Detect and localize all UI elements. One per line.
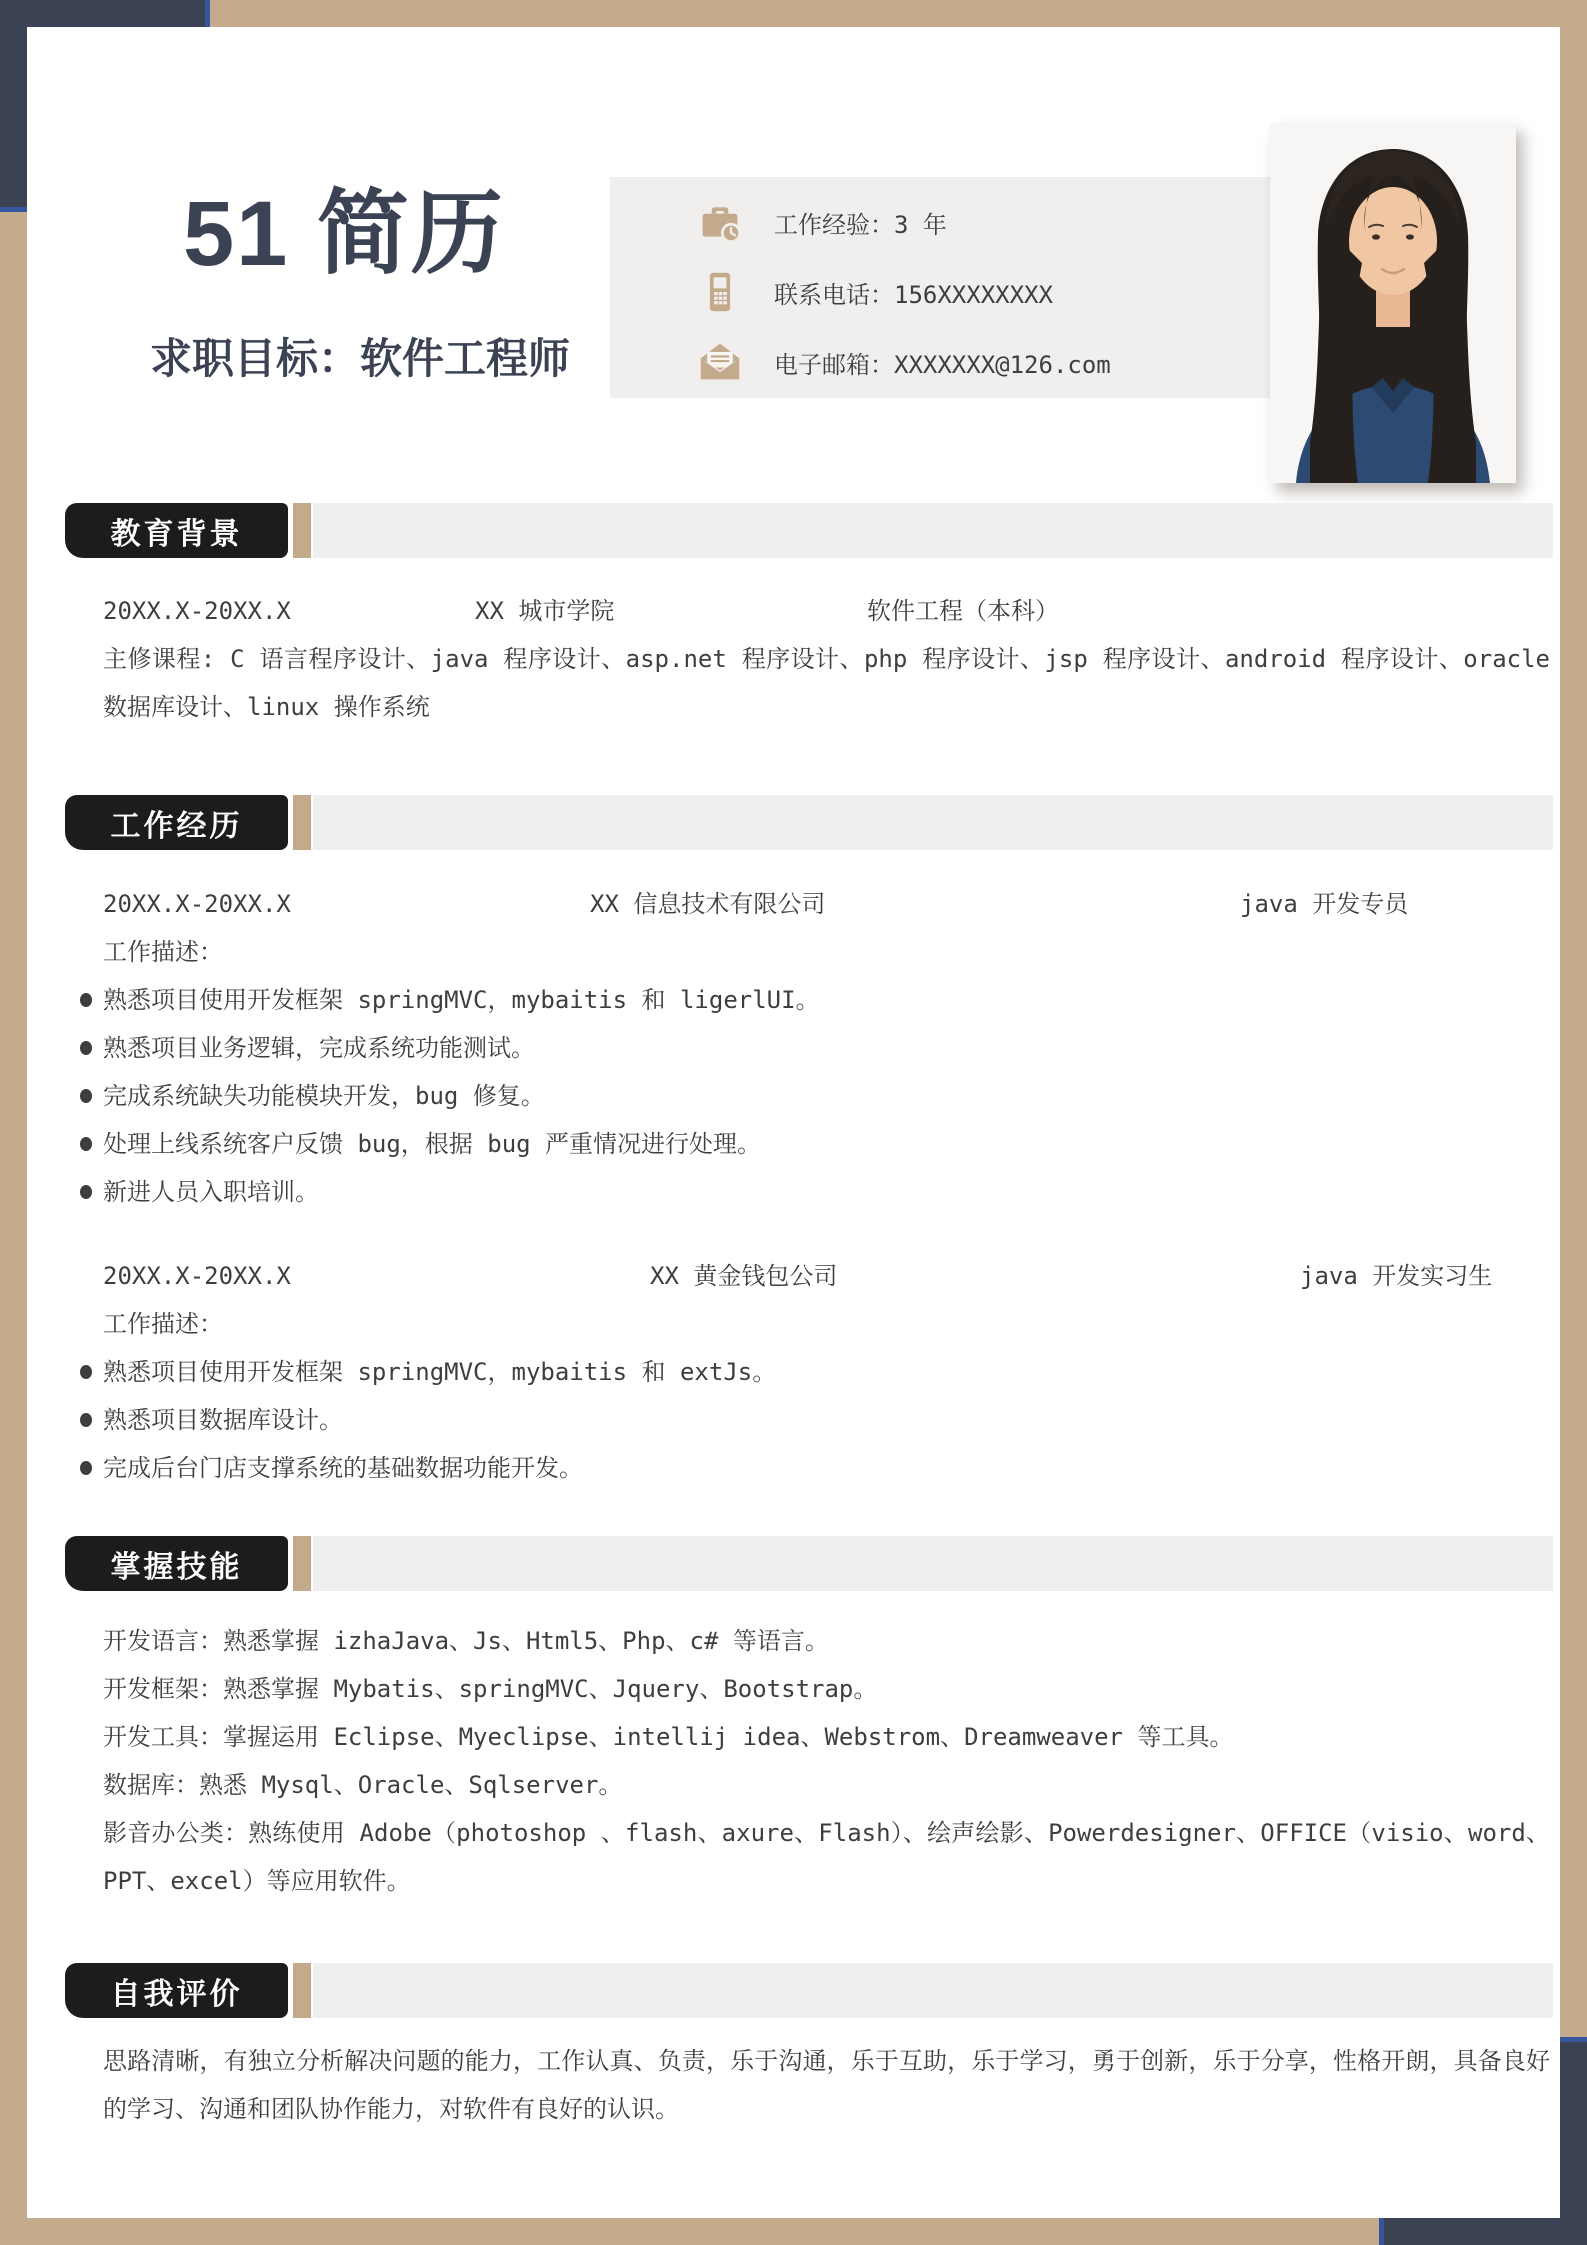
bullet-item bbox=[103, 1396, 1550, 1444]
job-desc-label: 工作描述： bbox=[103, 938, 223, 966]
work-content bbox=[103, 880, 1550, 1492]
bullet-text: 熟悉项目使用开发框架 springMVC，mybaitis 和 extJs。 bbox=[103, 1358, 777, 1386]
job-row bbox=[103, 1252, 1550, 1300]
bullet-item bbox=[103, 1024, 1550, 1072]
section-badge-evaluation: 自我评价 bbox=[65, 1963, 288, 2018]
evaluation-content bbox=[103, 2037, 1550, 2133]
job-period: 20XX.X-20XX.X bbox=[103, 890, 291, 918]
corner-accent-top-left-horizontal-cap bbox=[205, 0, 210, 27]
section-underline-bar bbox=[313, 1963, 1553, 2018]
education-content bbox=[103, 587, 1550, 731]
bullet-dot bbox=[80, 1413, 92, 1427]
section-accent-bar bbox=[293, 503, 311, 558]
bullet-text: 处理上线系统客户反馈 bug，根据 bug 严重情况进行处理。 bbox=[103, 1130, 762, 1158]
portrait-illustration bbox=[1270, 123, 1516, 483]
section-badge-skills: 掌握技能 bbox=[65, 1536, 288, 1591]
bullet-text: 完成后台门店支撑系统的基础数据功能开发。 bbox=[103, 1454, 583, 1482]
experience-text: 工作经验：3 年 bbox=[774, 210, 947, 239]
job-row bbox=[103, 880, 1550, 928]
education-period: 20XX.X-20XX.X bbox=[103, 597, 291, 625]
email-icon bbox=[698, 340, 742, 384]
job-title: java 开发实习生 bbox=[1300, 1262, 1493, 1290]
job-company: XX 黄金钱包公司 bbox=[650, 1262, 838, 1290]
bullet-dot bbox=[80, 1461, 92, 1475]
job-period: 20XX.X-20XX.X bbox=[103, 1262, 291, 1290]
job-block bbox=[103, 1252, 1550, 1492]
evaluation-text: 思路清晰，有独立分析解决问题的能力，工作认真、负责，乐于沟通，乐于互助，乐于学习，勇于创新，乐于分享，性格开朗，具备良好的学习、沟通和团队协作能力，对软件有良好的认识。 bbox=[103, 2047, 1550, 2123]
bullet-item bbox=[103, 1444, 1550, 1492]
bullet-text: 熟悉项目使用开发框架 springMVC，mybaitis 和 ligerlUI。 bbox=[103, 986, 820, 1014]
corner-accent-bottom-right-horizontal-cap bbox=[1379, 2218, 1384, 2245]
bullet-dot bbox=[80, 993, 92, 1007]
bullet-text: 熟悉项目业务逻辑，完成系统功能测试。 bbox=[103, 1034, 535, 1062]
bullet-item bbox=[103, 1348, 1550, 1396]
section-underline-bar bbox=[313, 795, 1553, 850]
skills-line: 开发工具：掌握运用 Eclipse、Myeclipse、intellij idea、Webstrom、Dreamweaver 等工具。 bbox=[103, 1723, 1234, 1751]
skills-line: 数据库：熟悉 Mysql、Oracle、Sqlserver。 bbox=[103, 1771, 623, 1799]
portrait-photo bbox=[1270, 123, 1516, 483]
bullet-text: 完成系统缺失功能模块开发，bug 修复。 bbox=[103, 1082, 545, 1110]
objective-title: 求职目标：软件工程师 bbox=[150, 335, 571, 382]
brand-title: 51 简历 bbox=[183, 183, 505, 285]
corner-accent-top-left-horizontal bbox=[0, 0, 205, 27]
job-company: XX 信息技术有限公司 bbox=[590, 890, 826, 918]
education-school: XX 城市学院 bbox=[475, 597, 615, 625]
section-accent-bar bbox=[293, 1963, 311, 2018]
briefcase-clock-icon bbox=[698, 200, 742, 244]
bullet-dot bbox=[80, 1137, 92, 1151]
section-accent-bar bbox=[293, 1536, 311, 1591]
bullet-dot bbox=[80, 1041, 92, 1055]
bullet-dot bbox=[80, 1365, 92, 1379]
bullet-item bbox=[103, 1120, 1550, 1168]
corner-accent-bottom-right-horizontal bbox=[1384, 2218, 1587, 2245]
skills-line: 开发语言：熟悉掌握 izhaJava、Js、Html5、Php、c# 等语言。 bbox=[103, 1627, 829, 1655]
skills-line: 开发框架：熟悉掌握 Mybatis、springMVC、Jquery、Bootstrap。 bbox=[103, 1675, 878, 1703]
corner-accent-bottom-right-vertical-cap bbox=[1560, 2037, 1587, 2042]
section-badge-education: 教育背景 bbox=[65, 503, 288, 558]
corner-accent-top-left-vertical bbox=[0, 0, 27, 207]
email-text: 电子邮箱：XXXXXXX@126.com bbox=[774, 350, 1111, 379]
bullet-item bbox=[103, 1072, 1550, 1120]
education-row bbox=[103, 587, 1550, 635]
corner-accent-top-left-vertical-cap bbox=[0, 207, 27, 212]
bullet-dot bbox=[80, 1185, 92, 1199]
phone-text: 联系电话：156XXXXXXXX bbox=[774, 280, 1053, 309]
section-head-work bbox=[65, 795, 1553, 850]
job-title: java 开发专员 bbox=[1240, 890, 1409, 918]
job-block bbox=[103, 880, 1550, 1216]
section-accent-bar bbox=[293, 795, 311, 850]
education-major: 软件工程（本科） bbox=[867, 597, 1059, 625]
section-badge-work: 工作经历 bbox=[65, 795, 288, 850]
bullet-text: 熟悉项目数据库设计。 bbox=[103, 1406, 343, 1434]
skills-content bbox=[103, 1617, 1550, 1905]
section-head-education bbox=[65, 503, 1553, 558]
job-desc-label: 工作描述： bbox=[103, 1310, 223, 1338]
section-head-evaluation bbox=[65, 1963, 1553, 2018]
bullet-item bbox=[103, 1168, 1550, 1216]
phone-icon bbox=[698, 270, 742, 314]
bullet-dot bbox=[80, 1089, 92, 1103]
corner-accent-bottom-right-vertical bbox=[1560, 2042, 1587, 2245]
section-underline-bar bbox=[313, 1536, 1553, 1591]
bullet-text: 新进人员入职培训。 bbox=[103, 1178, 319, 1206]
skills-line: 影音办公类：熟练使用 Adobe（photoshop 、flash、axure、Flash）、绘声绘影、Powerdesigner、OFFICE（visio、word、PPT、excel）等应用软件。 bbox=[103, 1819, 1550, 1895]
section-head-skills bbox=[65, 1536, 1553, 1591]
education-courses: 主修课程: C 语言程序设计、java 程序设计、asp.net 程序设计、php 程序设计、jsp 程序设计、android 程序设计、oracle 数据库设计、linux 操作系统 bbox=[103, 645, 1550, 721]
section-underline-bar bbox=[313, 503, 1553, 558]
bullet-item bbox=[103, 976, 1550, 1024]
